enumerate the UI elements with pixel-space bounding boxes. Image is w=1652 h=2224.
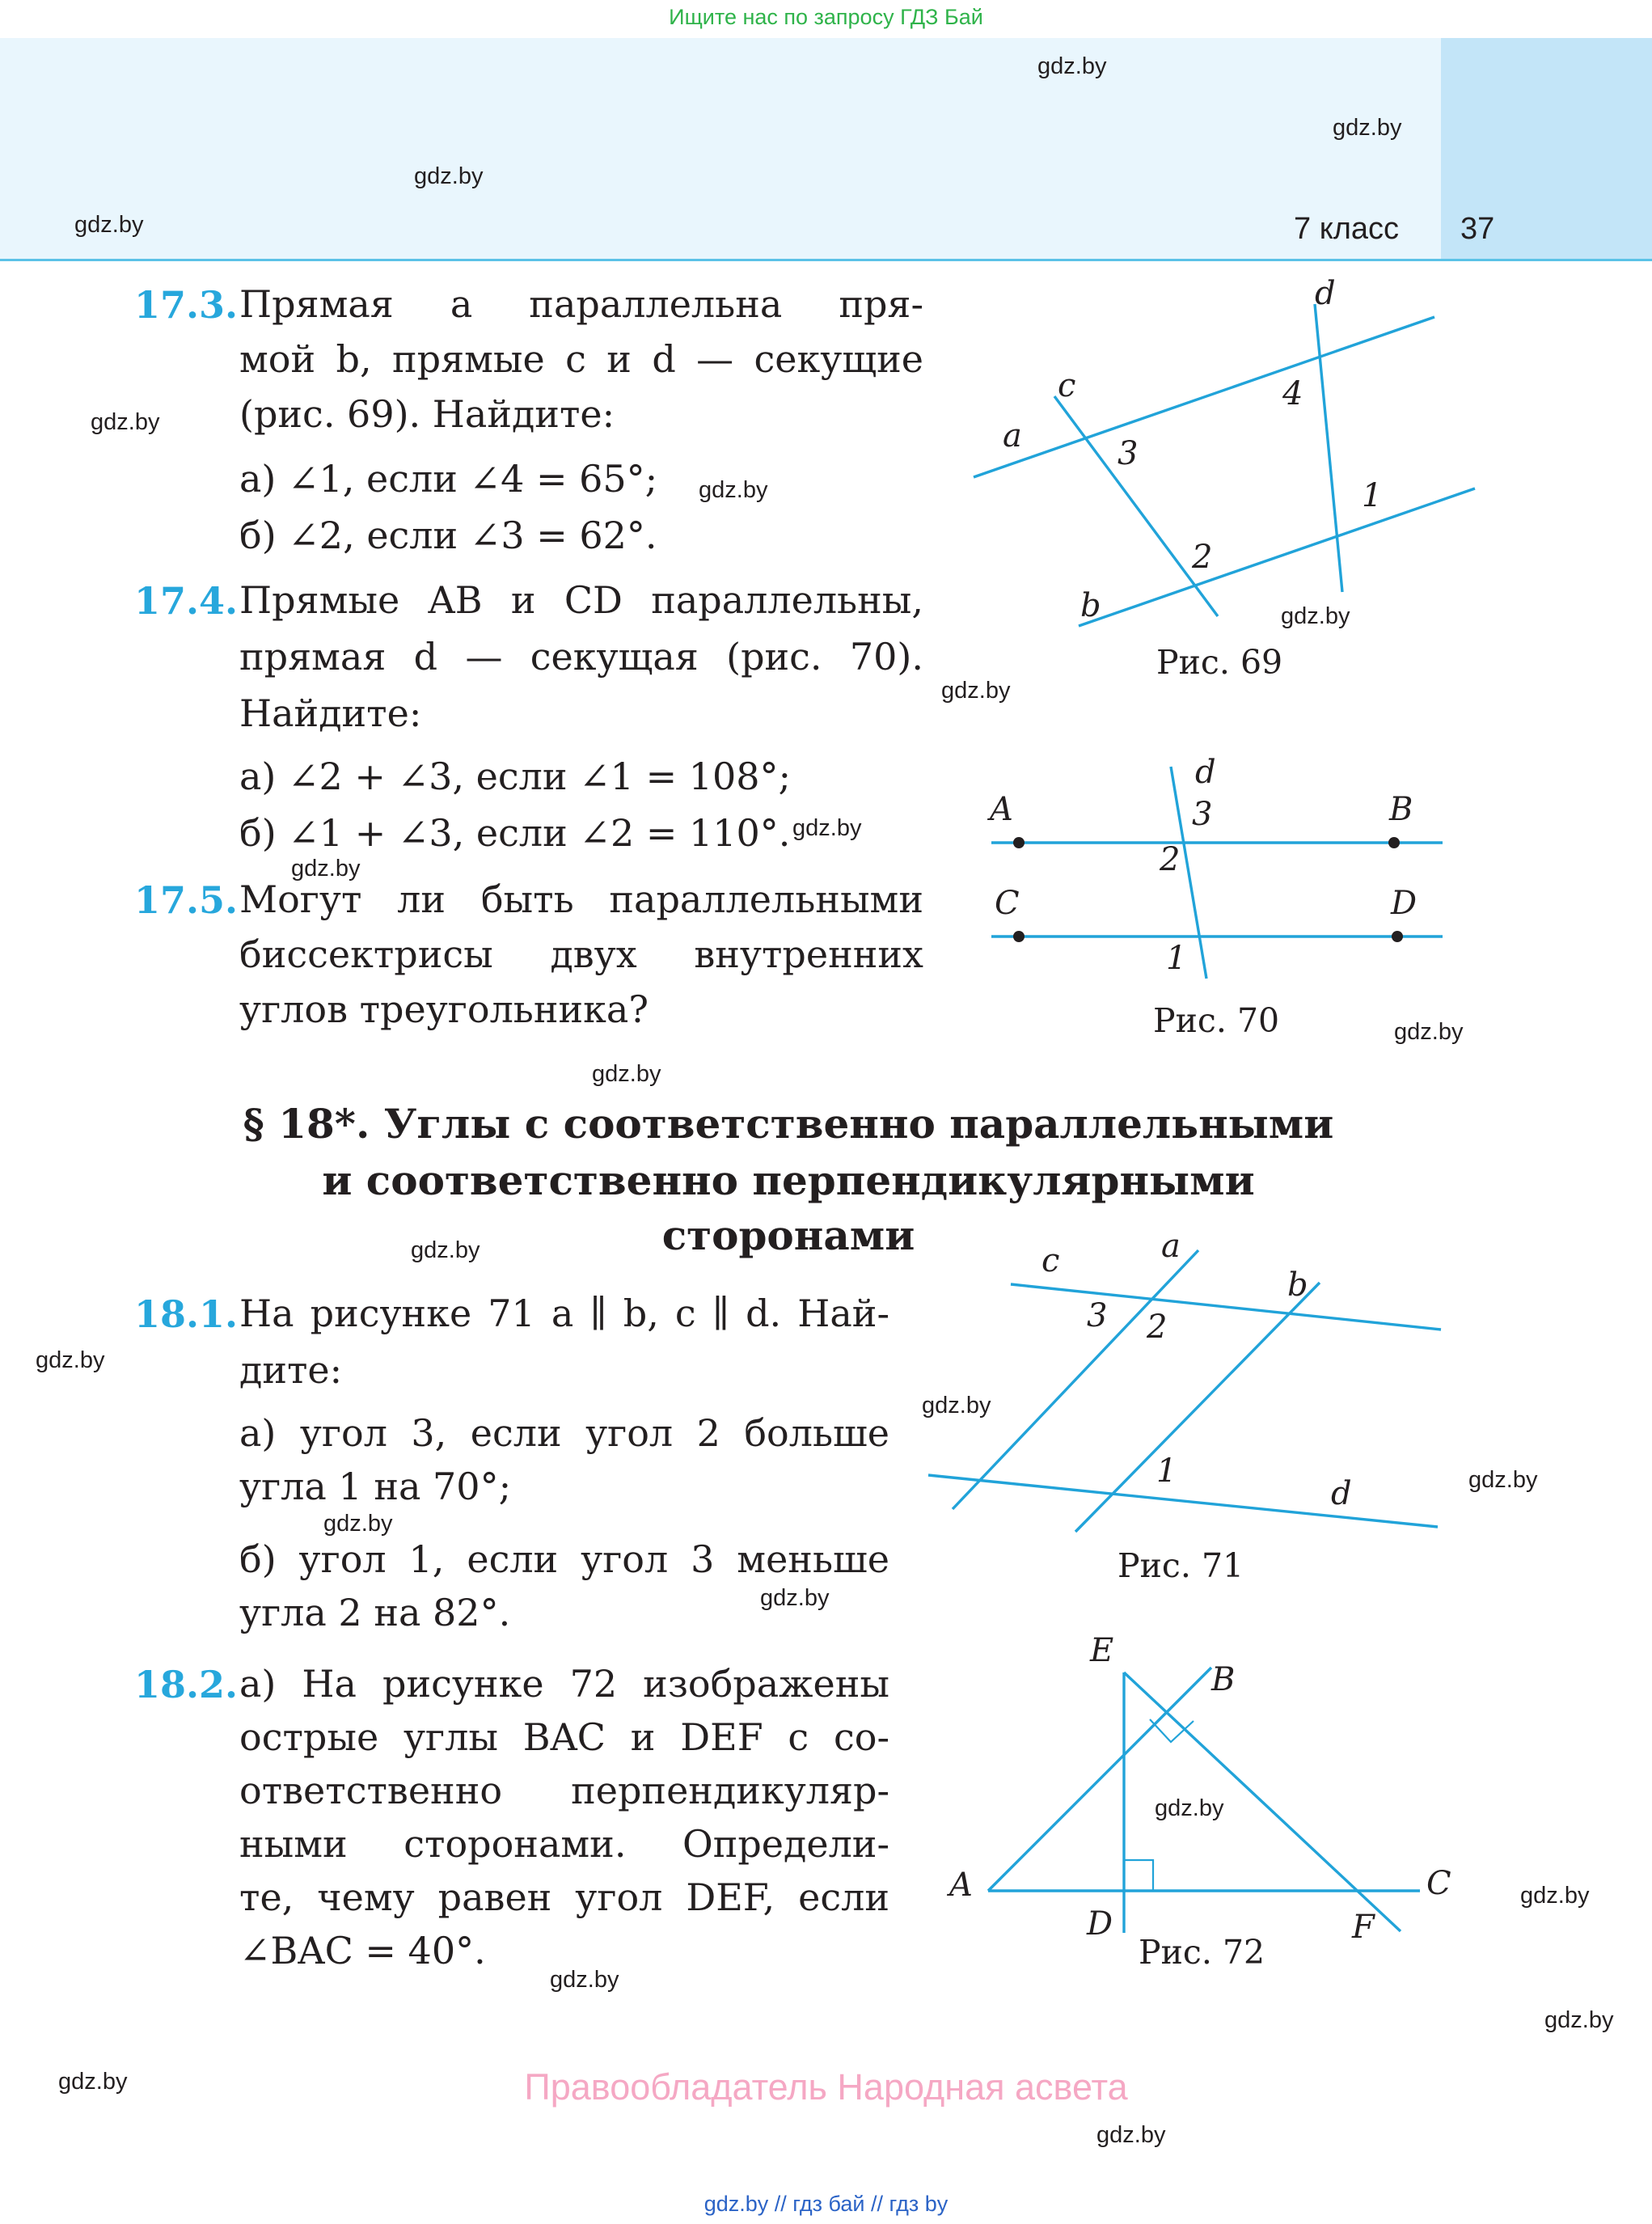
problem-text-line: углов треугольника? <box>239 987 649 1031</box>
figure-caption: Рис. 69 <box>1156 643 1283 682</box>
problem-text-line: На рисунке 71 a ∥ b, c ∥ d. Най- <box>239 1292 889 1335</box>
angle-2-label: 2 <box>1147 1309 1168 1346</box>
section-title: § 18*. Углы с соответственно параллельными <box>243 1100 1334 1148</box>
angle-2-label: 2 <box>1160 841 1181 878</box>
watermark: gdz.by <box>760 1585 830 1611</box>
watermark: gdz.by <box>291 856 361 882</box>
problem-text-line: прямая d — секущая (рис. 70). <box>239 635 923 679</box>
angle-1-label: 1 <box>1156 1452 1177 1490</box>
problem-number: 17.4. <box>134 579 239 623</box>
label-F: F <box>1352 1909 1375 1946</box>
problem-text-line: Могут ли быть параллельными <box>239 877 923 921</box>
watermark: gdz.by <box>414 163 484 189</box>
angle-3-label: 3 <box>1087 1297 1108 1334</box>
figure-69 <box>954 275 1504 631</box>
bottom-links[interactable]: gdz.by // гдз бай // гдз by <box>703 2192 949 2216</box>
watermark: gdz.by <box>91 409 160 435</box>
problem-text-line: угла 2 на 82°. <box>239 1591 511 1634</box>
problem-text-line: Прямая a параллельна пря- <box>239 282 923 326</box>
label-D: D <box>1391 885 1418 922</box>
watermark: gdz.by <box>922 1393 991 1419</box>
figure-caption: Рис. 71 <box>1118 1546 1244 1585</box>
watermark: gdz.by <box>592 1061 661 1087</box>
problem-text-line: б) ∠1 + ∠3, если ∠2 = 110°. <box>239 811 791 855</box>
problem-text-line: ными сторонами. Определи- <box>239 1822 889 1866</box>
line-c <box>1011 1284 1441 1330</box>
watermark: gdz.by <box>74 212 144 238</box>
figure-caption: Рис. 72 <box>1139 1933 1265 1972</box>
problem-number: 17.3. <box>134 283 239 327</box>
watermark: gdz.by <box>58 2069 128 2095</box>
problem-text-line: а) угол 3, если угол 2 больше <box>239 1411 889 1455</box>
label-c: c <box>1041 1242 1060 1279</box>
label-d: d <box>1195 754 1216 791</box>
problem-text-line: те, чему равен угол DEF, если <box>239 1875 889 1919</box>
label-C: C <box>1426 1865 1451 1902</box>
angle-3-label: 3 <box>1118 435 1139 472</box>
figure-70 <box>978 752 1464 995</box>
page-number: 37 <box>1460 212 1495 246</box>
watermark: gdz.by <box>1155 1795 1224 1821</box>
problem-text-line: биссектрисы двух внутренних <box>239 932 923 976</box>
line-d <box>928 1475 1438 1527</box>
watermark: gdz.by <box>792 815 862 841</box>
label-E: E <box>1090 1632 1114 1669</box>
problem-text-line: острые углы BAC и DEF с со- <box>239 1715 889 1759</box>
problem-text-line: дите: <box>239 1348 343 1392</box>
watermark: gdz.by <box>1394 1019 1464 1045</box>
watermark: gdz.by <box>1520 1883 1590 1909</box>
label-A: A <box>990 791 1013 828</box>
problem-text-line: б) ∠2, если ∠3 = 62°. <box>239 514 657 557</box>
problem-text-line: угла 1 на 70°; <box>239 1465 512 1508</box>
watermark: gdz.by <box>1333 115 1402 141</box>
point-A <box>1013 837 1025 848</box>
problem-text-line: (рис. 69). Найдите: <box>239 392 615 436</box>
section-title: и соответственно перпендикулярными <box>322 1156 1255 1204</box>
grade-label: 7 класс <box>1294 212 1400 246</box>
section-title: сторонами <box>661 1211 915 1259</box>
problem-text-line: а) На рисунке 72 изображены <box>239 1662 889 1706</box>
watermark: gdz.by <box>699 477 768 503</box>
line-a <box>974 317 1434 477</box>
problem-text-line: Найдите: <box>239 691 422 735</box>
watermark: gdz.by <box>323 1511 393 1537</box>
point-C <box>1013 931 1025 942</box>
problem-text-line: б) угол 1, если угол 3 меньше <box>239 1537 889 1581</box>
label-B: B <box>1211 1661 1236 1698</box>
label-d: d <box>1331 1475 1352 1512</box>
line-AB <box>988 1668 1211 1891</box>
watermark: gdz.by <box>1096 2122 1166 2148</box>
problem-text-line: Прямые AB и CD параллельны, <box>239 578 923 622</box>
watermark: gdz.by <box>1037 53 1107 79</box>
watermark: gdz.by <box>1281 603 1350 629</box>
line-d <box>1315 304 1342 592</box>
header-band <box>0 38 1652 261</box>
point-B <box>1388 837 1400 848</box>
copyright-notice: Правообладатель Народная асвета <box>524 2066 1128 2108</box>
problem-text-line: ∠BAC = 40°. <box>239 1929 486 1972</box>
angle-4-label: 4 <box>1282 375 1303 412</box>
watermark: gdz.by <box>411 1237 480 1263</box>
line-b <box>1075 1283 1320 1532</box>
problem-number: 18.2. <box>134 1663 239 1706</box>
label-a: a <box>1003 417 1022 455</box>
top-search-link[interactable]: Ищите нас по запросу ГДЗ Бай <box>669 5 983 29</box>
label-d: d <box>1315 275 1336 312</box>
watermark: gdz.by <box>36 1347 105 1373</box>
label-C: C <box>995 885 1020 922</box>
label-B: B <box>1389 791 1413 828</box>
problem-number: 18.1. <box>134 1292 239 1336</box>
label-a: a <box>1161 1229 1181 1265</box>
problem-text-line: ответственно перпендикуляр- <box>239 1769 889 1812</box>
watermark: gdz.by <box>1468 1467 1538 1493</box>
problem-text-line: мой b, прямые c и d — секущие <box>239 337 923 381</box>
label-A: A <box>949 1867 973 1904</box>
label-b: b <box>1080 587 1101 624</box>
line-EF <box>1124 1672 1401 1931</box>
problem-number: 17.5. <box>134 878 239 922</box>
angle-1-label: 1 <box>1166 940 1187 977</box>
figure-72 <box>938 1626 1472 1965</box>
angle-3-label: 3 <box>1192 796 1213 833</box>
figure-71 <box>914 1229 1456 1545</box>
label-D: D <box>1087 1905 1113 1943</box>
angle-2-label: 2 <box>1192 539 1213 576</box>
angle-1-label: 1 <box>1362 477 1383 514</box>
watermark: gdz.by <box>941 678 1011 704</box>
figure-caption: Рис. 70 <box>1153 1001 1280 1040</box>
right-angle-D-mark <box>1124 1860 1153 1891</box>
label-c: c <box>1058 367 1076 404</box>
problem-text-line: а) ∠2 + ∠3, если ∠1 = 108°; <box>239 755 792 798</box>
problem-text-line: а) ∠1, если ∠4 = 65°; <box>239 457 658 501</box>
point-D <box>1392 931 1403 942</box>
label-b: b <box>1287 1266 1308 1304</box>
watermark: gdz.by <box>1544 2007 1614 2033</box>
line-c <box>1054 396 1218 616</box>
watermark: gdz.by <box>550 1967 619 1993</box>
